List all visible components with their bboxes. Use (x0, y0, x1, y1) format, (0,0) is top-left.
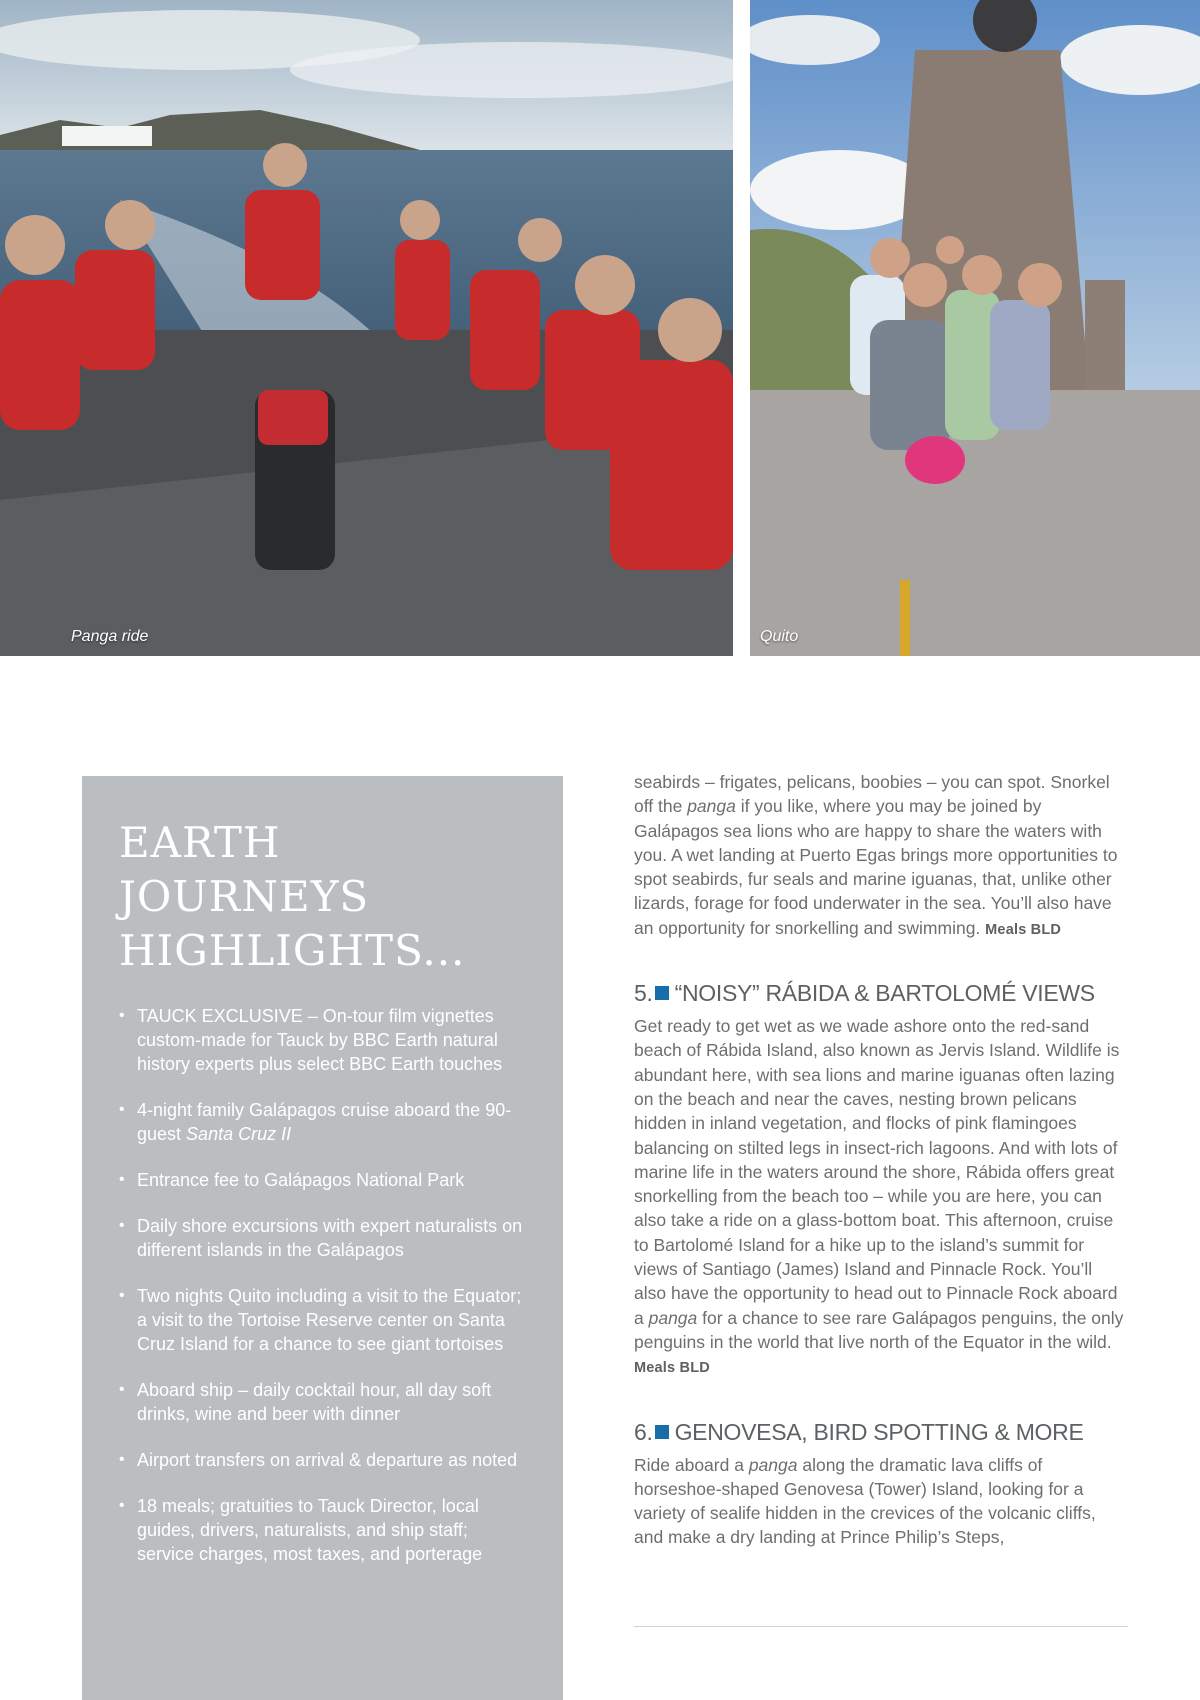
highlight-item: • Daily shore excursions with expert naturalists on different islands in the Galápagos (119, 1214, 527, 1262)
highlight-item: • TAUCK EXCLUSIVE – On-tour film vignettes custom-made for Tauck by BBC Earth natural history experts plus select BBC Earth touches (119, 1004, 527, 1076)
day-6-italic-word: panga (748, 1454, 798, 1475)
highlight-item: • Aboard ship – daily cocktail hour, all day soft drinks, wine and beer with dinner (119, 1378, 527, 1426)
highlights-title (119, 816, 527, 978)
day-5-italic-word: panga (648, 1307, 698, 1328)
ship-name: Santa Cruz II (186, 1124, 292, 1144)
day-title: GENOVESA, BIRD SPOTTING & MORE (674, 1418, 1084, 1445)
highlight-item: • Entrance fee to Galápagos National Park (119, 1168, 527, 1192)
highlight-text: 4-night family Galápagos cruise aboard the 90-guest (137, 1100, 512, 1144)
photo-caption-quito: Quito (760, 628, 799, 645)
intro-italic-word: panga (687, 796, 736, 817)
quito-photo (750, 0, 1200, 656)
highlights-title-line-2: HIGHLIGHTS... (119, 926, 466, 975)
day-number: 6. (634, 1418, 653, 1445)
meals-label: Meals BLD (985, 921, 1062, 938)
square-bullet-icon (655, 1425, 669, 1439)
day-6-text: Ride aboard a (634, 1454, 749, 1475)
day-title: “NOISY” RÁBIDA & BARTOLOMÉ VIEWS (674, 980, 1095, 1007)
day-number: 5. (634, 980, 653, 1007)
highlights-panel (82, 776, 563, 1700)
day-6-text: along the dramatic lava cliffs of horseshoe-shaped Genovesa (Tower) Island, looking for a variety of sealife hidden in the crevices of the volcanic cliffs, and make a dry landing at Prince Philip’s Steps, (634, 1454, 1096, 1548)
highlight-item: • Airport transfers on arrival & departure as noted (119, 1448, 527, 1472)
panga-ride-photo (0, 0, 733, 656)
intro-paragraph (634, 770, 1128, 942)
day-5-paragraph (634, 1014, 1128, 1380)
bottom-divider (634, 1626, 1128, 1627)
day-5-text: for a chance to see rare Galápagos penguins, the only penguins in the world that live north of the Equator in the wild. (634, 1307, 1124, 1352)
photo-caption-panga-ride: Panga ride (71, 628, 149, 645)
highlights-title-line-1: EARTH JOURNEYS (119, 818, 370, 921)
meals-label: Meals BLD (634, 1360, 710, 1377)
quito-equator-image (750, 0, 1200, 656)
highlight-item: • Two nights Quito including a visit to the Equator; a visit to the Tortoise Reserve center on Santa Cruz Island for a chance to see giant tortoises (119, 1284, 527, 1356)
day-5-text: Get ready to get wet as we wade ashore onto the red-sand beach of Rábida Island, also known as Jervis Island. Wildlife is abundant here, with sea lions and marine iguanas often lazing on the beach and near the caves, nesting brown pelicans hidden in inland vegetation, and flocks of pink flamingoes balancing on stilted legs in insect-rich lagoons. And with lots of marine life in the waters around the shore, Rábida offers great snorkelling from the beach too – while you are here, you can also take a ride on a glass-bottom boat. This afternoon, cruise to Bartolomé Island for a hike up to the island’s summit for views of Santiago (James) Island and Pinnacle Rock. You’ll also have the opportunity to head out to Pinnacle Rock aboard a (634, 1016, 1120, 1328)
intro-text: if you like, where you may be joined by Galápagos sea lions who are happy to share the waters with you. A wet landing at Puerto Egas brings more opportunities to spot seabirds, fur seals and marine iguanas, that, unlike other lizards, forage for food underwater in the sea. You’ll also have an opportunity for snorkelling and swimming. (634, 796, 1118, 938)
square-bullet-icon (655, 986, 669, 1000)
day-5-heading (634, 978, 1128, 1008)
highlights-list (119, 1004, 527, 1566)
day-6-heading (634, 1417, 1128, 1447)
day-6-paragraph (634, 1453, 1128, 1550)
highlight-item (119, 1098, 527, 1146)
itinerary-text-column (634, 770, 1128, 1550)
intro-text: seabirds – frigates, pelicans, boobies – you can spot. Snorkel off the (634, 772, 1110, 817)
panga-ride-image (0, 0, 733, 656)
highlight-item: • 18 meals; gratuities to Tauck Director, local guides, drivers, naturalists, and ship staff; service charges, most taxes, and porterage (119, 1494, 527, 1566)
